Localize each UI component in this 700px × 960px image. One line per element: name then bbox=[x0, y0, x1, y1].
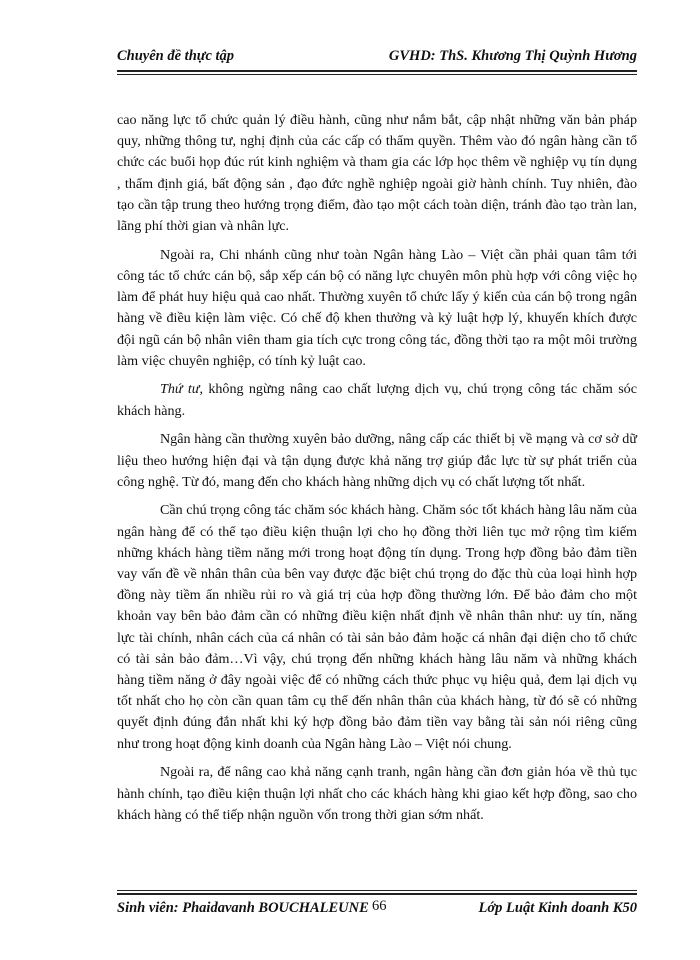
footer-student: Sinh viên: Phaidavanh BOUCHALEUNE bbox=[117, 900, 369, 916]
footer-rule-thick bbox=[117, 893, 637, 895]
document-body bbox=[117, 110, 637, 834]
paragraph: Ngân hàng cần thường xuyên bảo dưỡng, nâng cấp các thiết bị về mạng và cơ sở dữ liệu theo hướng hiện đại và tận dụng được khả năng trợ giúp đắc lực từ sự phát triển của công nghệ. Từ đó, mang đến cho khách hàng những dịch vụ có chất lượng tốt nhất. bbox=[117, 431, 637, 490]
header-topic: Chuyên đề thực tập bbox=[117, 48, 235, 64]
header-supervisor: GVHD: ThS. Khương Thị Quỳnh Hương bbox=[388, 48, 637, 64]
page-number: 66 bbox=[372, 898, 387, 914]
paragraph: Cần chú trọng công tác chăm sóc khách hàng. Chăm sóc tốt khách hàng lâu năm của ngân hàng để có thể tạo điều kiện thuận lợi cho họ đồng thời liên tục mở rộng tìm kiếm những khách hàng tiềm năng mới trong hoạt động tín dụng. Trong hợp đồng bảo đảm tiền vay vấn đề về nhân thân của bên vay được đặc biệt chú trọng do đặc thù của loại hình hợp đồng này tiềm ẩn nhiều rủi ro và giá trị của hợp đồng thường lớn. Để bảo đảm cho một khoản vay bên bảo đảm cần có những điều kiện nhất định về nhân thân như: uy tín, năng lực tài chính, nhân cách của cá nhân có tài sản bảo đảm hoặc cá nhân đại diện cho tổ chức có tài sản bảo đảm…Vì vậy, chú trọng đến những khách hàng lâu năm và những khách hàng tiềm năng ở đây ngoài việc để có những cách thức phục vụ hiệu quả, đem lại dịch vụ tốt nhất cho họ còn cần quan tâm cụ thể đến nhân thân của khách hàng, từ đó sẽ có những quyết định đúng đắn nhất khi ký hợp đồng bảo đảm tiền vay bằng tài sản nói riêng cũng như trong hoạt động kinh doanh của Ngân hàng Lào – Việt nói chung. bbox=[117, 502, 637, 752]
paragraph-lead-italic: Thứ tư bbox=[160, 381, 200, 398]
page-header bbox=[117, 44, 637, 70]
paragraph bbox=[117, 379, 637, 421]
paragraph: Ngoài ra, để nâng cao khả năng cạnh tranh, ngân hàng cần đơn giản hóa về thủ tục hành chính, tạo điều kiện thuận lợi nhất cho các khách hàng khi giao kết hợp đồng, sao cho khách hàng có thể tiếp nhận nguồn vốn trong thời gian sớm nhất. bbox=[117, 764, 637, 823]
paragraph: Ngoài ra, Chi nhánh cũng như toàn Ngân hàng Lào – Việt cần phải quan tâm tới công tác tổ chức cán bộ, sắp xếp cán bộ có năng lực chuyên môn phù hợp với công việc họ làm để phát huy hiệu quả cao nhất. Thường xuyên tổ chức lấy ý kiến của cán bộ trong ngân hàng về điều kiện làm việc. Có chế độ khen thưởng và kỷ luật hợp lý, khuyến khích được đội ngũ cán bộ nhân viên tham gia tích cực trong công tác, đồng thời tạo ra một môi trường làm việc chuyên nghiệp, có tính kỷ luật cao. bbox=[117, 246, 637, 369]
footer-class: Lớp Luật Kinh doanh K50 bbox=[478, 900, 637, 916]
paragraph: cao năng lực tổ chức quản lý điều hành, cũng như nắm bắt, cập nhật những văn bản pháp quy, những thông tư, nghị định của các cấp có thẩm quyền. Thêm vào đó ngân hàng cần tổ chức các buổi họp đúc rút kinh nghiệm và tham gia các lớp học thêm về nghiệp vụ tín dụng , thẩm định giá, bất động sản , đạo đức nghề nghiệp ngoài giờ hành chính. Tuy nhiên, đào tạo cần tập trung theo hướng trọng điểm, đào tạo một cách toàn diện, tránh đào tạo tràn lan, lãng phí thời gian và nhân lực. bbox=[117, 112, 637, 235]
footer-rule-thin bbox=[117, 890, 637, 891]
header-rule-thick bbox=[117, 70, 637, 72]
paragraph-text: , không ngừng nâng cao chất lượng dịch vụ, chú trọng công tác chăm sóc khách hàng. bbox=[117, 381, 637, 419]
header-rule-thin bbox=[117, 74, 637, 75]
page-footer bbox=[117, 897, 637, 923]
